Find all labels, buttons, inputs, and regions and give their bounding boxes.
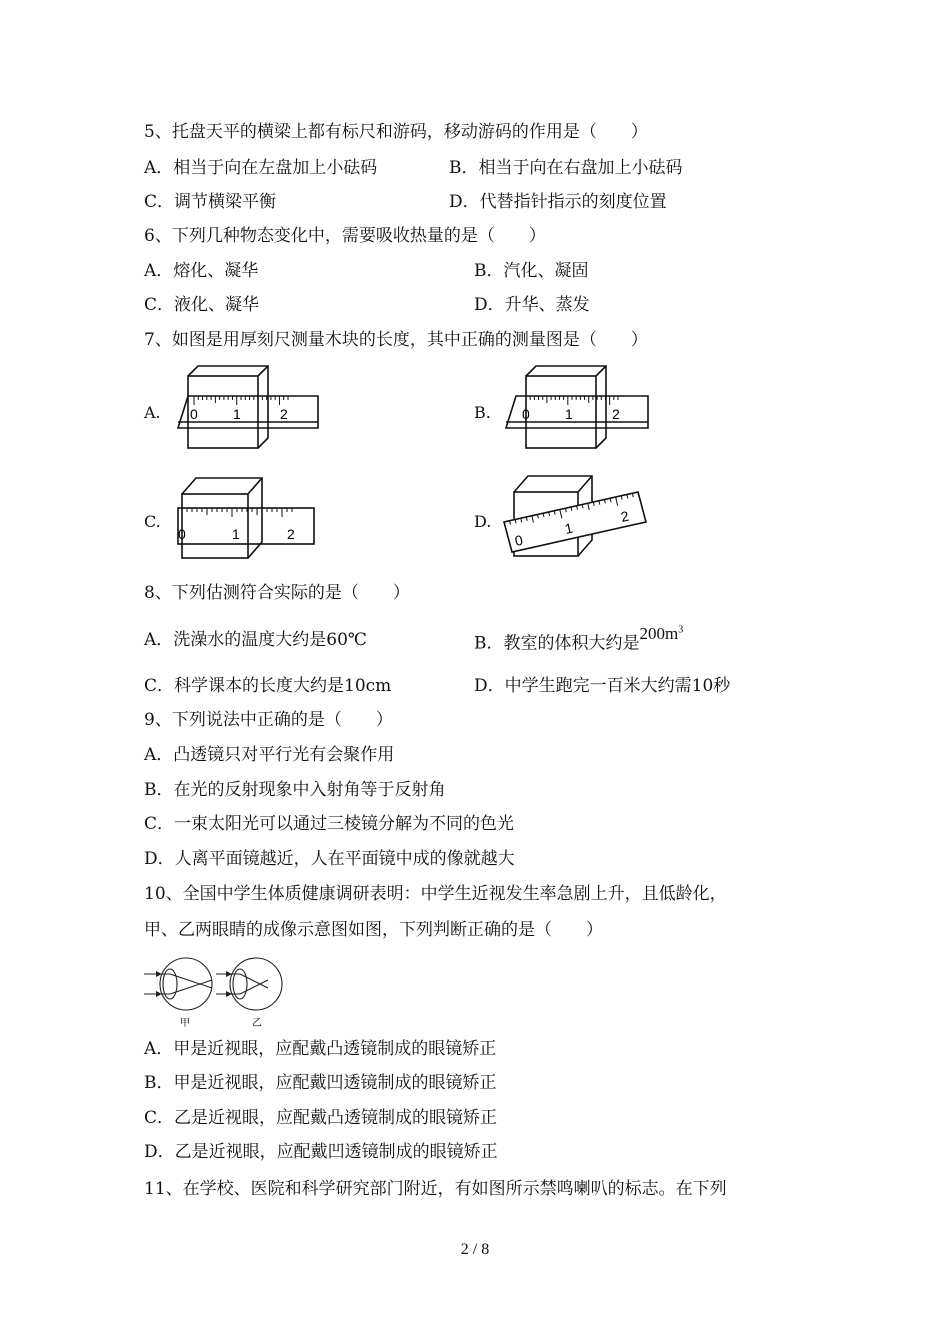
q9-option-c: C．一束太阳光可以通过三棱镜分解为不同的色光	[144, 814, 515, 834]
tick-label-2: 2	[619, 507, 631, 525]
q5-option-c: C．调节横梁平衡	[144, 192, 277, 212]
q8-stem: 8、下列估测符合实际的是（ ）	[144, 583, 410, 603]
q8-option-b	[474, 623, 684, 656]
tick-label-0: 0	[513, 531, 525, 549]
q7-label-d: D.	[474, 512, 492, 531]
tick-label-1: 1	[565, 406, 573, 422]
q7-label-c: C.	[144, 512, 161, 531]
q8-option-a: A．洗澡水的温度大约是60℃	[144, 630, 367, 650]
q5-option-a: A．相当于向在左盘加上小砝码	[144, 158, 378, 178]
q10-eye-figure	[144, 952, 294, 1030]
q10-option-d: D．乙是近视眼，应配戴凹透镜制成的眼镜矫正	[144, 1142, 498, 1162]
q5-option-d: D．代替指针指示的刻度位置	[449, 192, 667, 212]
q8-option-c: C．科学课本的长度大约是10cm	[144, 676, 392, 696]
q10-option-a: A．甲是近视眼，应配戴凸透镜制成的眼镜矫正	[144, 1039, 497, 1059]
q7-label-a: A.	[144, 403, 161, 422]
q6-stem: 6、下列几种物态变化中，需要吸收热量的是（ ）	[144, 226, 546, 246]
q8-option-d: D．中学生跑完一百米大约需10秒	[474, 676, 731, 696]
tick-label-0: 0	[178, 526, 186, 542]
eye-label-yi: 乙	[252, 1018, 262, 1029]
tick-label-1: 1	[563, 519, 575, 537]
q8-b-value: 200m	[639, 623, 679, 643]
q7-stem: 7、如图是用厚刻尺测量木块的长度，其中正确的测量图是（ ）	[144, 330, 648, 350]
q8-option-b-text: B．教室的体积大约是	[474, 633, 640, 654]
q7-figure-c	[172, 472, 322, 562]
q7-label-b: B.	[474, 403, 491, 422]
tick-label-1: 1	[232, 526, 240, 542]
q9-option-d: D．人离平面镜越近，人在平面镜中成的像就越大	[144, 849, 515, 869]
q10-option-b: B．甲是近视眼，应配戴凹透镜制成的眼镜矫正	[144, 1073, 497, 1093]
q6-option-c: C．液化、凝华	[144, 295, 260, 315]
tick-label-0: 0	[522, 406, 530, 422]
tick-label-0: 0	[190, 406, 198, 422]
q6-option-d: D．升华、蒸发	[474, 295, 590, 315]
q6-option-a: A．熔化、凝华	[144, 261, 259, 281]
q7-figure-d	[500, 470, 660, 560]
tick-label-2: 2	[287, 526, 295, 542]
q7-figure-a	[172, 362, 322, 452]
q9-option-b: B．在光的反射现象中入射角等于反射角	[144, 780, 446, 800]
q10-stem-line2: 甲、乙两眼睛的成像示意图如图，下列判断正确的是（ ）	[144, 920, 603, 940]
q10-stem-line1: 10、全国中学生体质健康调研表明：中学生近视发生率急剧上升，且低龄化，	[144, 884, 727, 904]
q10-option-c: C．乙是近视眼，应配戴凸透镜制成的眼镜矫正	[144, 1108, 498, 1128]
tick-label-2: 2	[280, 406, 288, 422]
q11-stem: 11、在学校、医院和科学研究部门附近，有如图所示禁鸣喇叭的标志。在下列	[144, 1179, 727, 1199]
q8-b-superscript: 3	[678, 624, 684, 635]
tick-label-1: 1	[233, 406, 241, 422]
q6-option-b: B．汽化、凝固	[474, 261, 589, 281]
tick-label-2: 2	[612, 406, 620, 422]
q9-stem: 9、下列说法中正确的是（ ）	[144, 710, 393, 730]
q9-option-a: A．凸透镜只对平行光有会聚作用	[144, 745, 395, 765]
q7-figure-b	[502, 362, 652, 452]
q5-option-b: B．相当于向在右盘加上小砝码	[449, 158, 683, 178]
q5-stem: 5、托盘天平的横梁上都有标尺和游码，移动游码的作用是（ ）	[144, 122, 648, 142]
q8-option-b-value	[640, 624, 684, 643]
eye-label-jia: 甲	[180, 1018, 190, 1029]
page-number: 2 / 8	[460, 1241, 490, 1258]
